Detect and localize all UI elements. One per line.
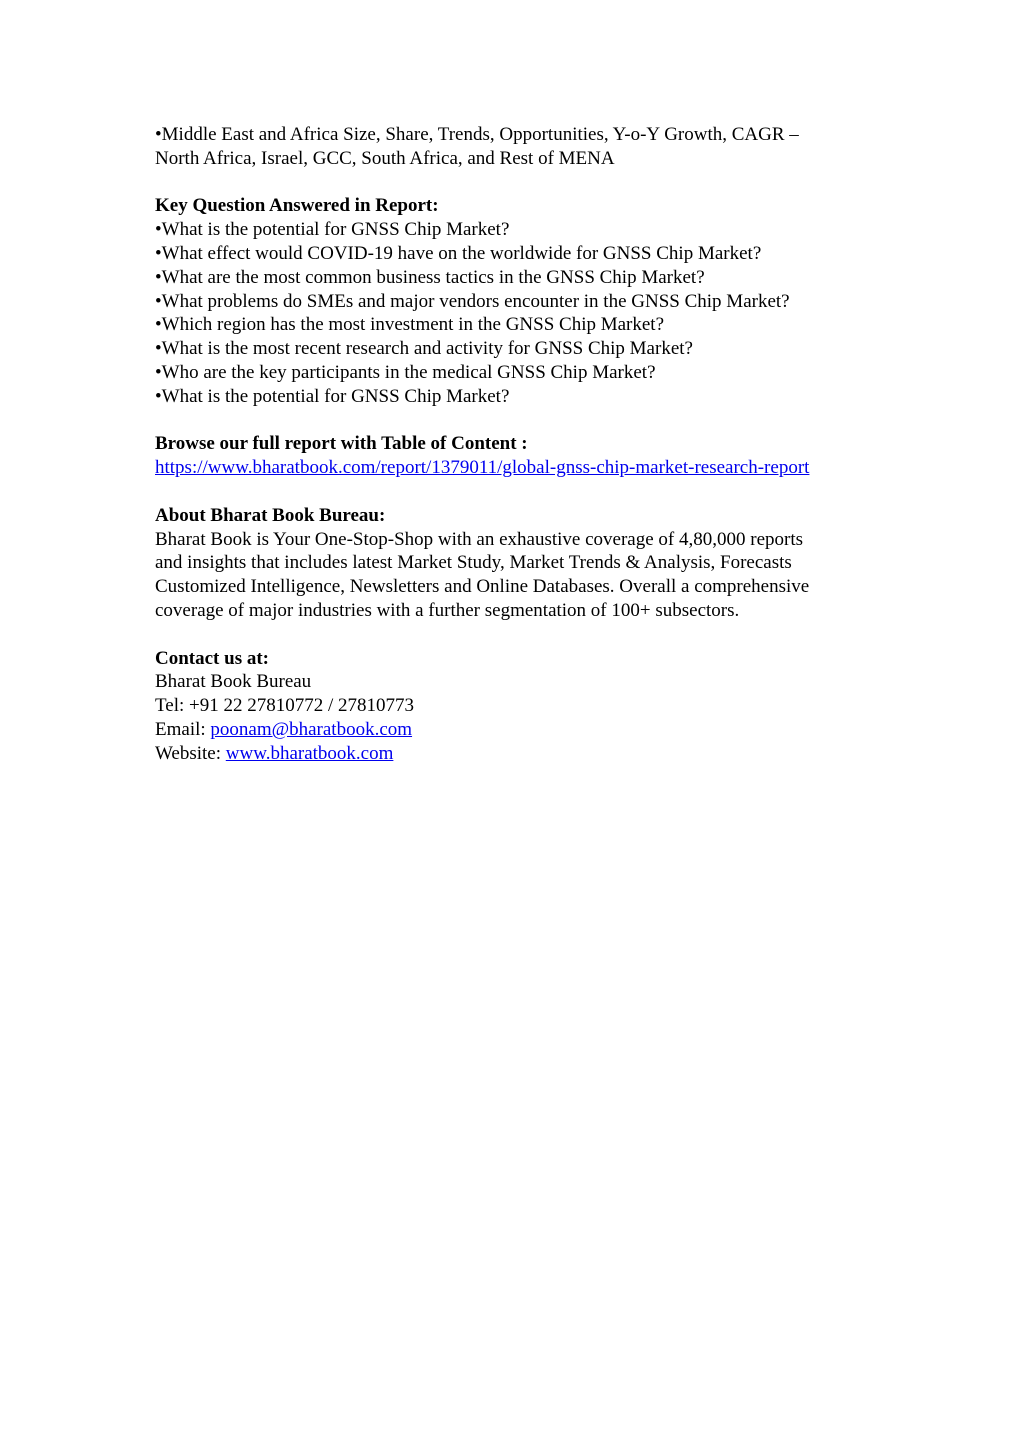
contact-section <box>155 647 895 766</box>
report-link[interactable]: https://www.bharatbook.com/report/1379011/global-gnss-chip-market-research-report <box>155 457 810 479</box>
question-item: •Who are the key participants in the medical GNSS Chip Market? <box>155 361 656 383</box>
question-item: •What is the potential for GNSS Chip Market? <box>155 219 510 241</box>
contact-heading: Contact us at: <box>155 647 269 669</box>
question-item: •What problems do SMEs and major vendors encounter in the GNSS Chip Market? <box>155 290 790 312</box>
document-page <box>155 123 895 766</box>
about-heading: About Bharat Book Bureau: <box>155 504 386 526</box>
intro-section <box>155 123 895 171</box>
report-link-line <box>155 456 895 480</box>
contact-tel: Tel: +91 22 27810772 / 27810773 <box>155 695 415 717</box>
questions-section <box>155 194 895 408</box>
contact-website-line <box>155 742 895 766</box>
spacer <box>155 171 895 195</box>
about-line: coverage of major industries with a further segmentation of 100+ subsectors. <box>155 599 740 621</box>
spacer <box>155 409 895 433</box>
contact-company: Bharat Book Bureau <box>155 671 312 693</box>
email-label: Email: <box>155 718 211 740</box>
spacer <box>155 480 895 504</box>
questions-heading: Key Question Answered in Report: <box>155 195 439 217</box>
about-line: Bharat Book is Your One-Stop-Shop with an exhaustive coverage of 4,80,000 reports <box>155 528 804 550</box>
intro-line: North Africa, Israel, GCC, South Africa, and Rest of MENA <box>155 147 615 169</box>
spacer <box>155 623 895 647</box>
question-item: •What effect would COVID-19 have on the worldwide for GNSS Chip Market? <box>155 242 762 264</box>
about-section <box>155 504 895 623</box>
browse-section <box>155 432 895 480</box>
question-item: •What is the potential for GNSS Chip Market? <box>155 385 510 407</box>
intro-line: •Middle East and Africa Size, Share, Trends, Opportunities, Y-o-Y Growth, CAGR – <box>155 124 799 145</box>
browse-heading: Browse our full report with Table of Content : <box>155 433 528 455</box>
website-label: Website: <box>155 742 226 764</box>
website-link[interactable]: www.bharatbook.com <box>225 742 394 764</box>
email-link[interactable]: poonam@bharatbook.com <box>210 718 413 740</box>
question-item: •What are the most common business tactics in the GNSS Chip Market? <box>155 266 705 288</box>
question-item: •Which region has the most investment in the GNSS Chip Market? <box>155 314 665 336</box>
about-line: and insights that includes latest Market Study, Market Trends & Analysis, Forecasts <box>155 552 792 574</box>
contact-email-line <box>155 718 895 742</box>
question-item: •What is the most recent research and activity for GNSS Chip Market? <box>155 338 693 360</box>
about-line: Customized Intelligence, Newsletters and Online Databases. Overall a comprehensive <box>155 576 810 598</box>
